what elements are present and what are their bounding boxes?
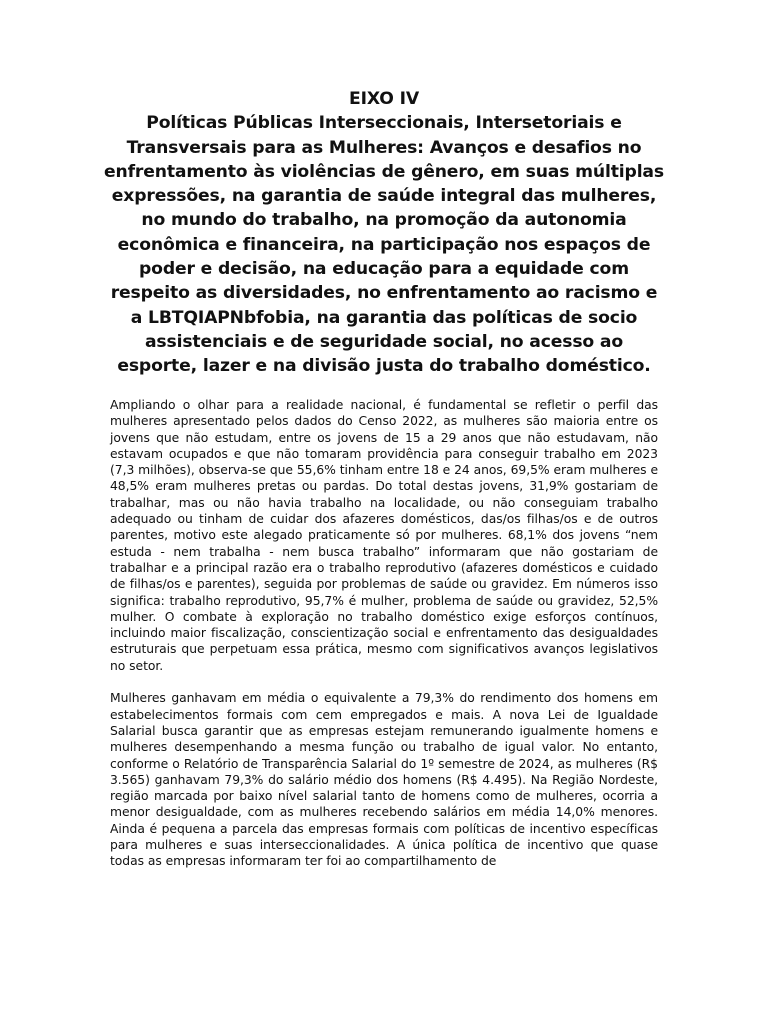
section-title: Políticas Públicas Interseccionais, Intersetoriais e Transversais para as Mulheres: Avanços e desafios no enfrentamento às violências de gênero, em suas múltiplas expressões, na garantia de saúde integral das mulheres, no mundo do trabalho, na promoção da autonomia econômica e financeira, na participação nos espaços de poder e decisão, na educação para a equidade com respeito as diversidades, no enfrentamento ao racismo e a LBTQIAPNbfobia, na garantia das políticas de socio assistenciais e de seguridade social, no acesso ao esporte, lazer e na divisão justa do trabalho doméstico. xyxy=(104,113,664,377)
document-body xyxy=(110,397,658,886)
paragraph-salary-equality: Mulheres ganhavam em média o equivalente a 79,3% do rendimento dos homens em estabelecimentos formais com cem empregados e mais. A nova Lei de Igualdade Salarial busca garantir que as empresas estejam remunerando igualmente homens e mulheres desempenhando a mesma função ou trabalho de igual valor. No entanto, conforme o Relatório de Transparência Salarial do 1º semestre de 2024, as mulheres (R$ 3.565) ganhavam 79,3% do salário médio dos homens (R$ 4.495). Na Região Nordeste, região marcada por baixo nível salarial tanto de homens como de mulheres, ocorria a menor desigualdade, com as mulheres recebendo salários em média 14,0% menores. Ainda é pequena a parcela das empresas formais com políticas de incentivo específicas para mulheres e suas interseccionalidades. A única política de incentivo que quase todas as empresas informaram ter foi ao compartilhamento de xyxy=(110,691,658,869)
axis-title: EIXO IV xyxy=(348,89,420,109)
paragraph-census-youth: Ampliando o olhar para a realidade nacional, é fundamental se refletir o perfil das mulheres apresentado pelos dados do Censo 2022, as mulheres são maioria entre os jovens que não estudam, entre os jovens de 15 a 29 anos que não estudavam, não estavam ocupados e que não tomaram providência para conseguir trabalho em 2023 (7,3 milhões), observa-se que 55,6% tinham entre 18 e 24 anos, 69,5% eram mulheres e 48,5% eram mulheres pretas ou pardas. Do total destas jovens, 31,9% gostariam de trabalhar, mas ou não havia trabalho na localidade, ou não conseguiam trabalho adequado ou tinham de cuidar dos afazeres domésticos, das/os filhas/os e de outros parentes, motivo este alegado praticamente só por mulheres. 68,1% dos jovens “nem estuda - nem trabalha - nem busca trabalho” informaram que não gostariam de trabalhar e a principal razão era o trabalho reprodutivo (afazeres domésticos e cuidado de filhas/os e parentes), seguida por problemas de saúde ou gravidez. Em números isso significa: trabalho reprodutivo, 95,7% é mulher, problema de saúde ou gravidez, 52,5% mulher. O combate à exploração no trabalho doméstico exige esforços contínuos, incluindo maior fiscalização, conscientização social e enfrentamento das desigualdades estruturais que perpetuam essa prática, mesmo com significativos avanços legislativos no setor. xyxy=(110,398,658,673)
section-heading xyxy=(104,87,664,379)
